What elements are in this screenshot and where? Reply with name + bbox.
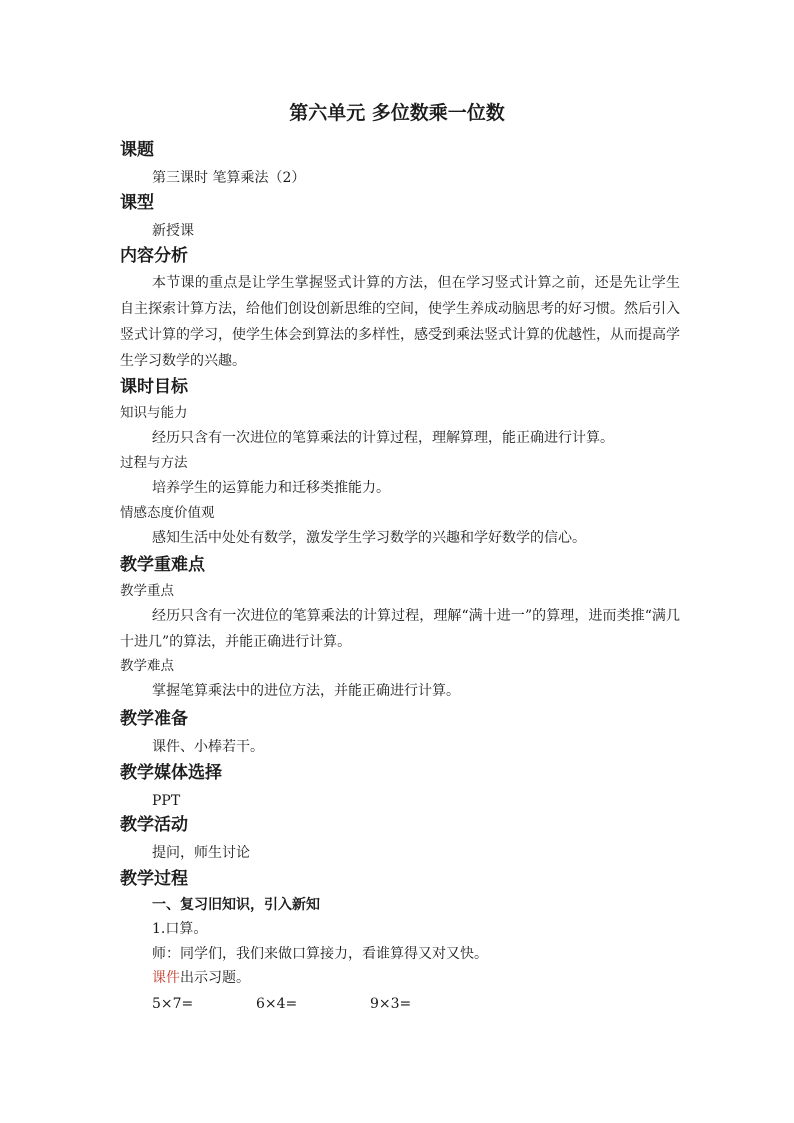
activity-heading: 教学活动 [120,815,188,835]
goal-text-knowledge: 经历只含有一次进位的笔算乘法的计算过程，理解算理，能正确进行计算。 [152,430,614,446]
courseware-rest: 出示习题。 [180,970,250,986]
lesson-text: 第三课时 笔算乘法（2） [152,170,306,186]
type-heading: 课型 [120,193,154,213]
goal-label-knowledge: 知识与能力 [120,405,188,421]
analysis-heading: 内容分析 [120,246,188,266]
exercise-3: 9×3= [370,996,412,1012]
keypoint-text-focus: 经历只含有一次进位的笔算乘法的计算过程，理解“满十进一”的算理，进而类推“满几十进几”的算法，并能正确进行计算。 [120,608,680,650]
media-text: PPT [152,793,181,809]
exercise-1: 5×7= [152,996,194,1012]
process-heading: 教学过程 [120,869,188,889]
process-courseware-line [152,967,250,989]
goal-text-emotion: 感知生活中处处有数学，激发学生学习数学的兴趣和学好数学的信心。 [152,530,586,546]
goal-label-emotion: 情感态度价值观 [120,505,215,521]
goal-label-process: 过程与方法 [120,455,188,471]
courseware-word: 课件 [152,970,180,986]
process-teacher-line: 师：同学们，我们来做口算接力，看谁算得又对又快。 [152,946,488,962]
activity-text: 提问，师生讨论 [152,845,250,861]
keypoint-label-difficulty: 教学难点 [120,658,174,674]
document-title: 第六单元 多位数乘一位数 [289,102,505,124]
prep-text: 课件、小棒若干。 [152,739,264,755]
keypoint-text-difficulty: 掌握笔算乘法中的进位方法，并能正确进行计算。 [152,683,460,699]
keypoint-label-focus: 教学重点 [120,583,174,599]
process-sub-1: 1.口算。 [152,921,208,937]
type-text: 新授课 [152,223,194,239]
lesson-heading: 课题 [120,140,154,160]
exercise-2: 6×4= [256,996,298,1012]
analysis-paragraph: 本节课的重点是让学生掌握竖式计算的方法，但在学习竖式计算之前，还是先让学生自主探索计算方法，给他们创设创新思维的空间，使学生养成动脑思考的好习惯。然后引入竖式计算的学习，使学生体会到算法的多样性，感受到乘法竖式计算的优越性，从而提高学生学习数学的兴趣。 [120,275,680,369]
goal-text-process: 培养学生的运算能力和迁移类推能力。 [152,480,390,496]
goals-heading: 课时目标 [120,377,188,397]
process-step-1: 一、复习旧知识，引入新知 [152,897,320,913]
keypoints-heading: 教学重难点 [120,555,205,575]
prep-heading: 教学准备 [120,709,188,729]
media-heading: 教学媒体选择 [120,763,222,783]
